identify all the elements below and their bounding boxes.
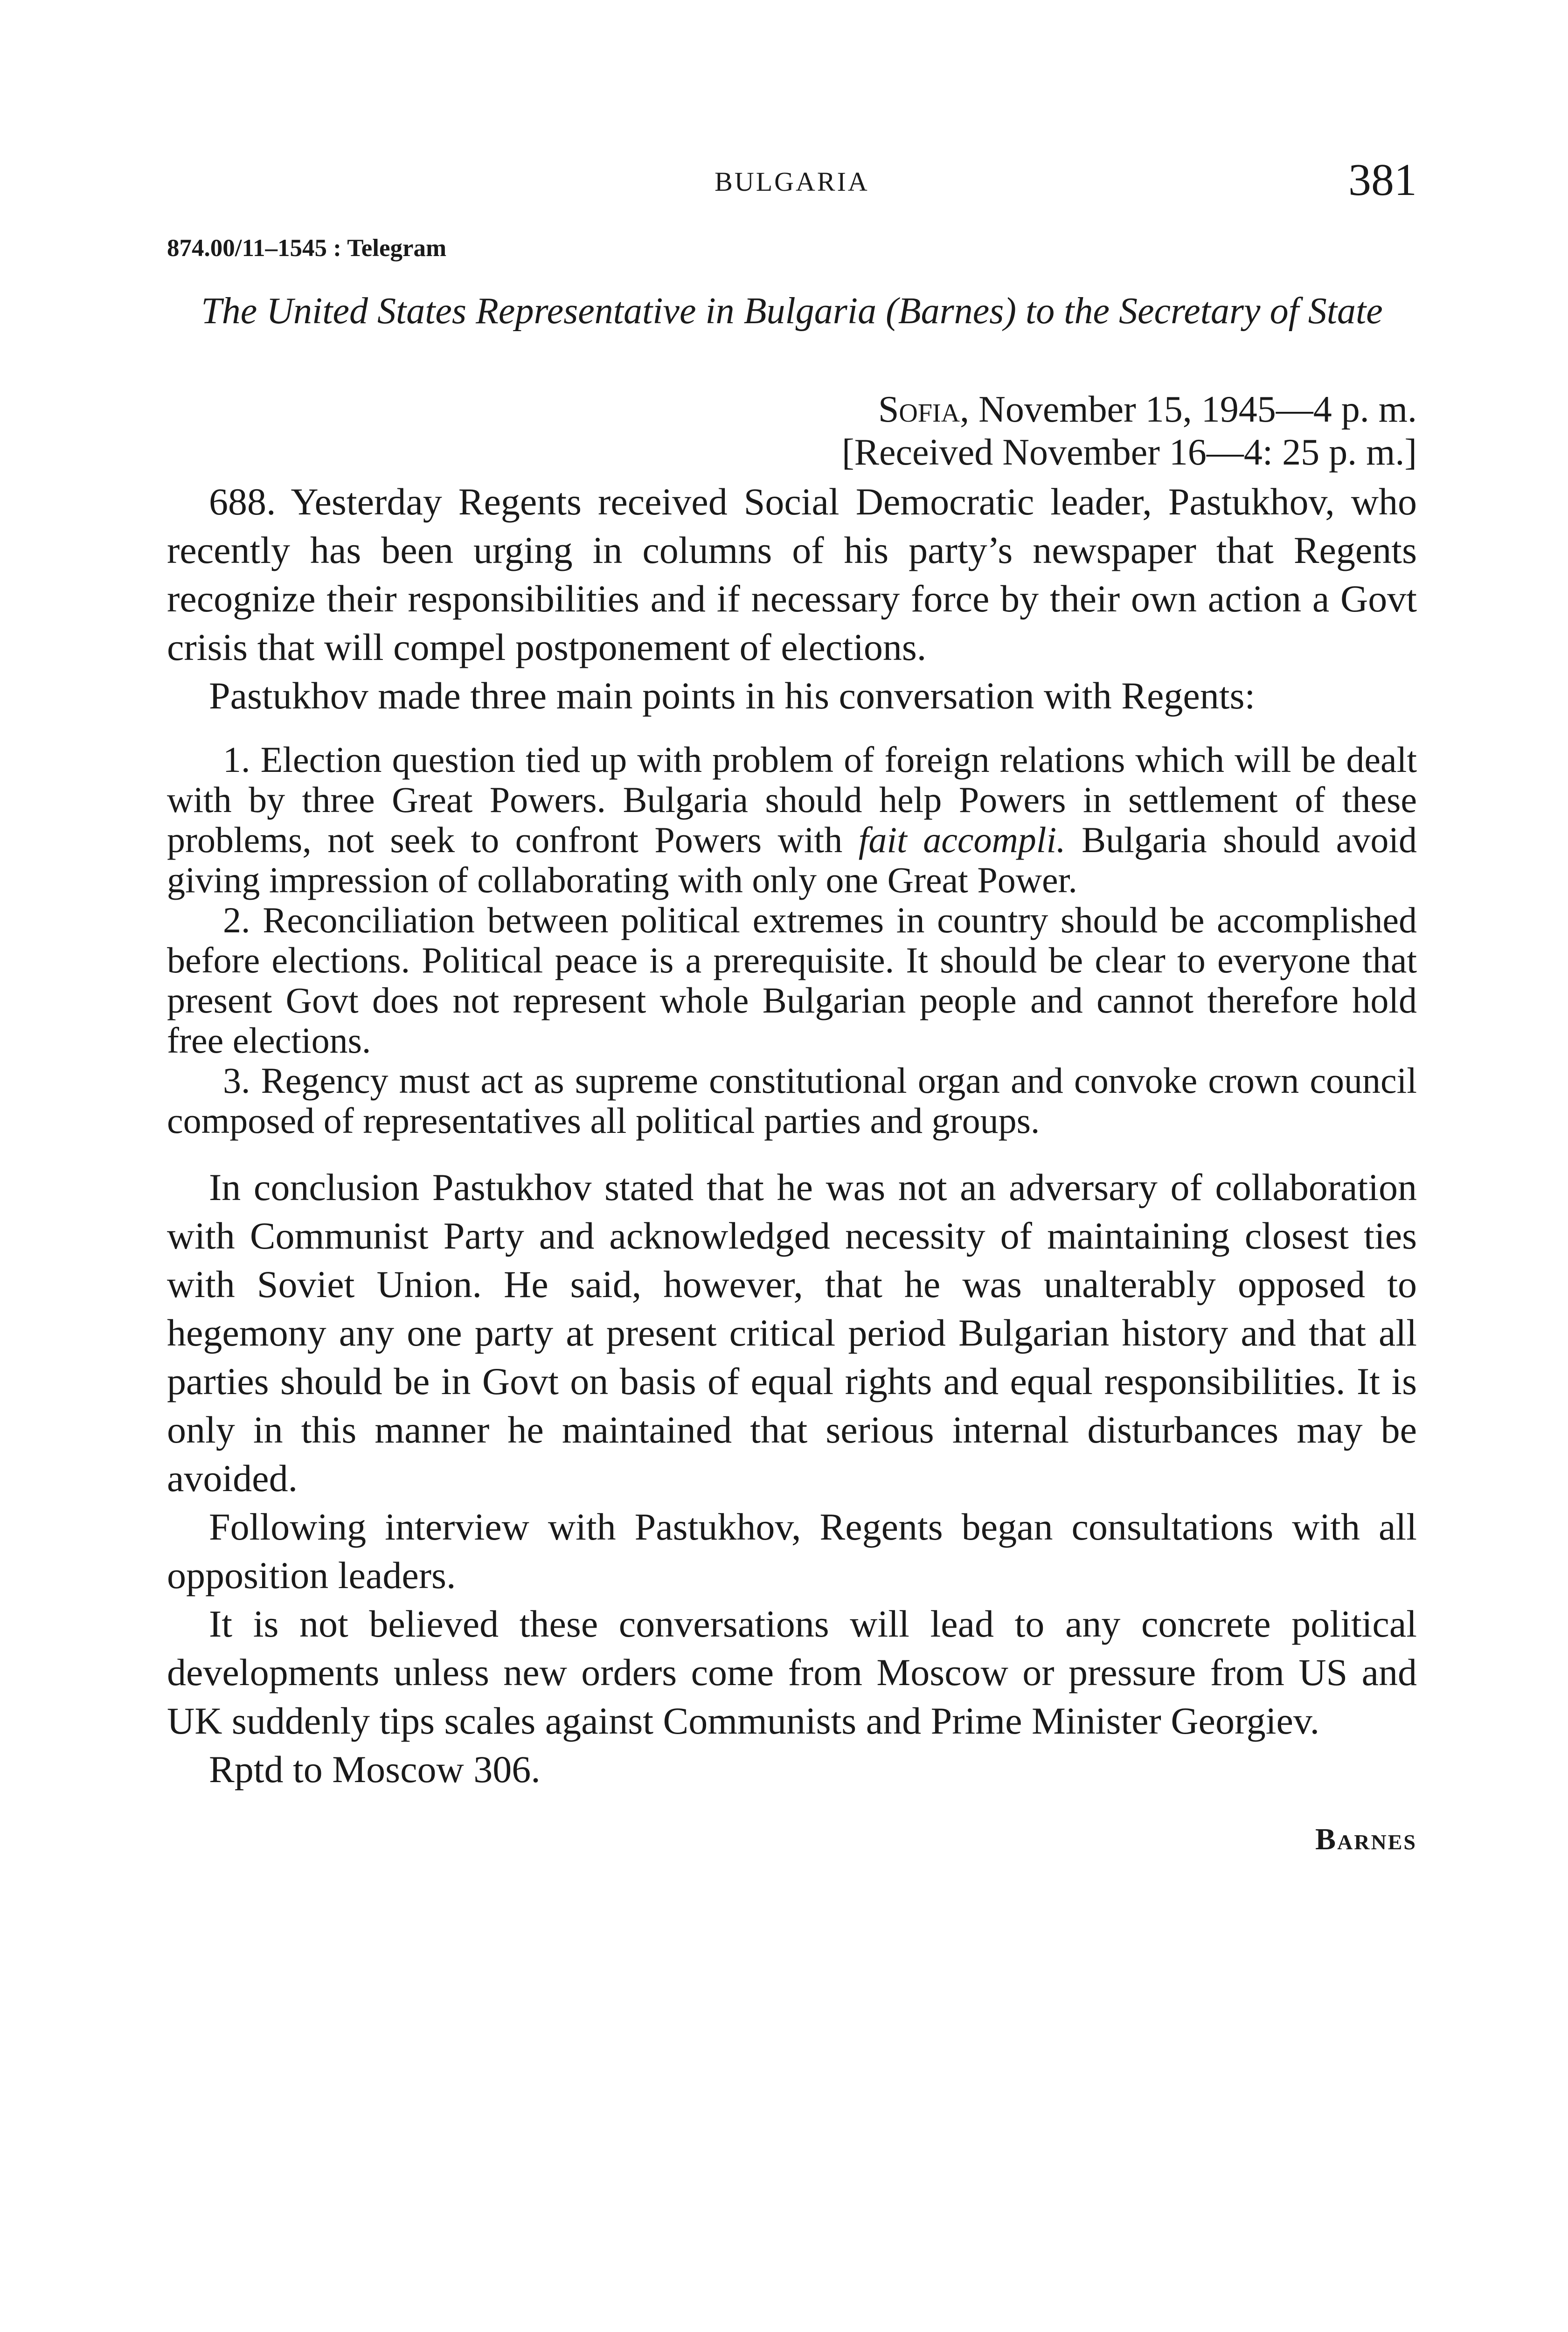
signature: Barnes: [1315, 1822, 1417, 1856]
paragraph-consultations: Following interview with Pastukhov, Regents began consultations with all opposition leaders.: [167, 1506, 1417, 1596]
paragraph-intro: 688. Yesterday Regents received Social Democratic leader, Pastukhov, who recently has been urging in columns of his party’s newspaper that Regents recognize their responsibilities and if necessary force by their own action a Govt crisis that will compel postponement of elections.: [167, 480, 1417, 668]
point-3: 3. Regency must act as supreme constitutional organ and convoke crown council composed of representatives all political parties and groups.: [167, 1060, 1417, 1141]
point-1-italic: fait accompli.: [858, 819, 1066, 860]
file-reference: 874.00/11–1545 : Telegram: [167, 235, 447, 262]
running-header: [167, 154, 1417, 210]
point-1-text-a: 1. Election question tied up with problem of foreign relations which will be dealt with by three Great Powers. Bulgaria should help Powers in settlement of these problems, not seek to confront Powers with: [167, 739, 1417, 860]
point-1-text-b: Bulgaria should avoid giving impression of collaborating with only one Great Power.: [167, 819, 1417, 900]
running-title: BULGARIA: [715, 167, 869, 197]
point-2: 2. Reconciliation between political extremes in country should be accomplished before elections. Political peace is a prerequisite. It should be clear to everyone that present Govt does not represent whole Bulgarian people and cannot therefore hold free elections.: [167, 900, 1417, 1061]
closing-section: [167, 1163, 1417, 1794]
paragraph-conclusion: In conclusion Pastukhov stated that he was not an adversary of collaboration with Communist Party and acknowledged necessity of maintaining closest ties with Soviet Union. He said, however, that he was unalterably opposed to hegemony any one party at present critical period Bulgarian history and that all parties should be in Govt on basis of equal rights and equal responsibilities. It is only in this manner he maintained that serious internal disturbances may be avoided.: [167, 1166, 1417, 1499]
document-page: [167, 154, 1417, 1857]
dateline-received: [Received November 16—4: 25 p. m.]: [841, 432, 1417, 473]
dateline: [167, 388, 1417, 474]
dateline-sent-time: , November 15, 1945—4 p. m.: [960, 389, 1417, 430]
paragraph-repeated: Rptd to Moscow 306.: [209, 1748, 541, 1791]
point-1: [167, 740, 1417, 900]
page-number: 381: [1348, 155, 1417, 205]
dateline-sent: [167, 388, 1417, 431]
paragraph-assessment: It is not believed these conversations will lead to any concrete political developments unless new orders come from Moscow or pressure from US and UK suddenly tips scales against Communists and Prime Minister Georgiev.: [167, 1603, 1417, 1742]
paragraph-main-points: Pastukhov made three main points in his conversation with Regents:: [209, 674, 1256, 717]
dateline-place: Sofia: [878, 389, 960, 430]
points-list: [167, 740, 1417, 1141]
document-heading: The United States Representative in Bulgaria (Barnes) to the Secretary of State: [201, 291, 1383, 332]
